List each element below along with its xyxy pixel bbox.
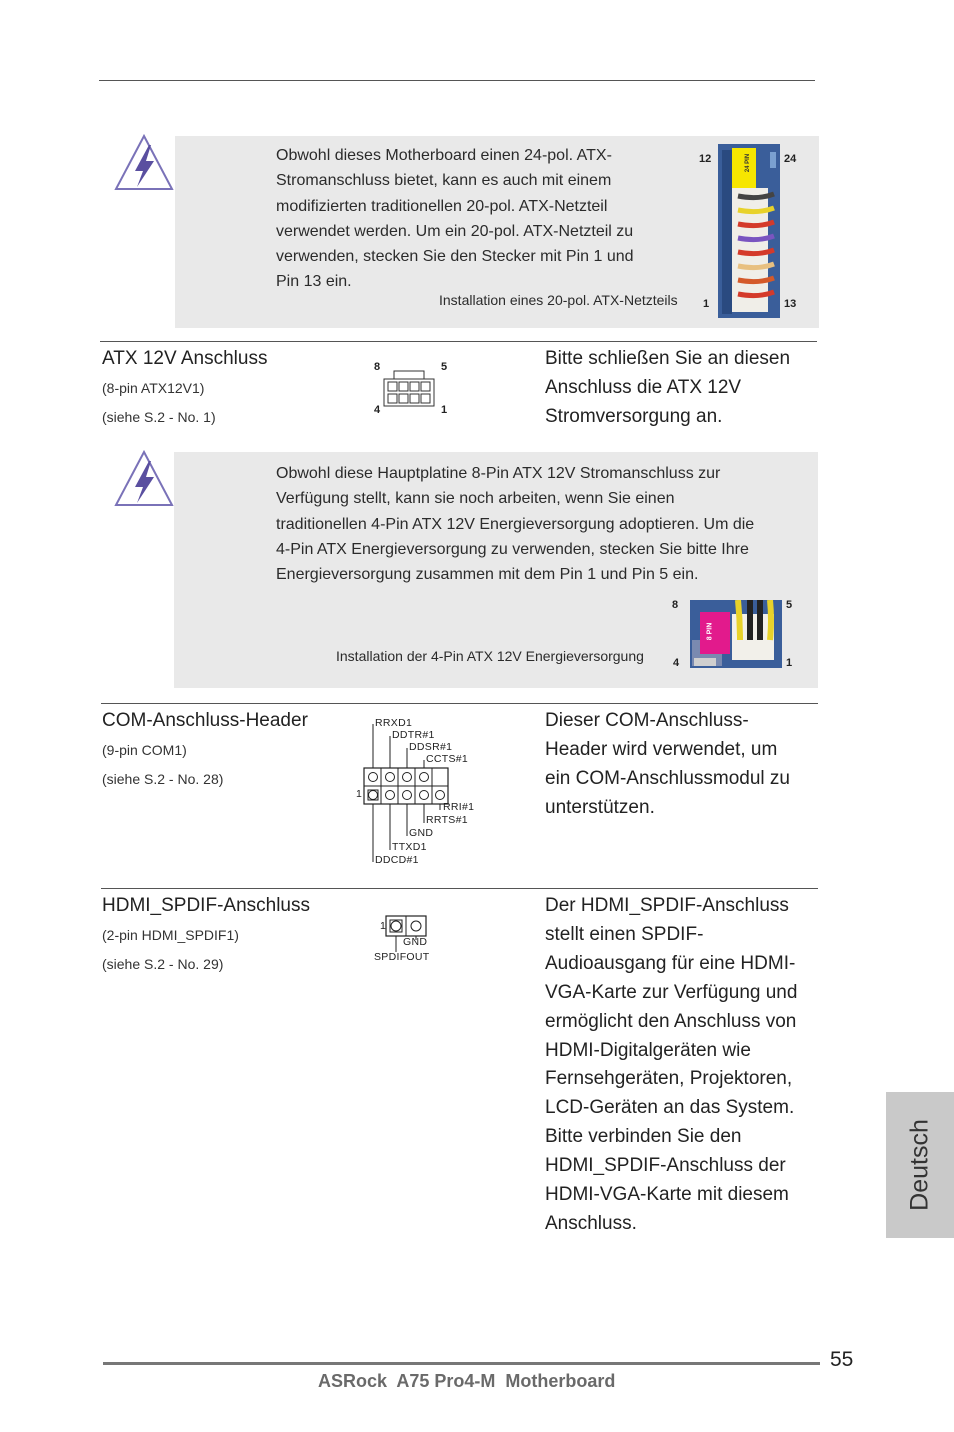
spdif-label-gnd: GND [403, 936, 428, 948]
com-label-rrts: RRTS#1 [426, 814, 468, 826]
photo1-pin-13: 13 [784, 298, 797, 310]
page-number: 55 [830, 1348, 854, 1371]
photo2-pin-1: 1 [786, 657, 793, 669]
side-tab-label: Deutsch [905, 1119, 934, 1211]
hdmi-spdif-description: Der HDMI_SPDIF-Anschluss stellt einen SPDIF- Audioausgang für eine HDMI- VGA-Karte zur Verfügung und ermöglicht den Anschluss von HDMI-Digitalgeräten wie Fernsehgeräten, Projektoren, LCD-Geräten an das System. Bitte verbinden Sie den HDMI_SPDIF-Anschluss der HDMI-VGA-Karte mit diesem Anschluss. [545, 895, 798, 1234]
atx-8pin-photo [690, 600, 782, 668]
note-caption-1: Installation eines 20-pol. ATX-Netzteils [439, 292, 678, 308]
footer-title: ASRock A75 Pro4-M Motherboard [318, 1371, 616, 1391]
hdmi-spdif-header-diagram [372, 914, 436, 966]
atx12v-title: ATX 12V Anschluss [102, 348, 268, 369]
photo1-pin-12: 12 [699, 153, 712, 165]
com-label-rrxd: RRXD1 [375, 717, 413, 729]
photo2-pin-5: 5 [786, 599, 793, 611]
note-caption-2: Installation der 4-Pin ATX 12V Energieversorgung [336, 648, 644, 664]
warning-triangle-icon [113, 133, 175, 193]
warning-triangle-icon [113, 449, 175, 509]
language-side-tab [886, 1092, 954, 1238]
atx12v-pin-8: 8 [374, 361, 381, 373]
section-rule-hdmi-spdif [101, 888, 818, 889]
note-text-2: Obwohl diese Hauptplatine 8-Pin ATX 12V Stromanschluss zur Verfügung stellt, kann sie noch arbeiten, wenn Sie einen traditionellen 4-Pin ATX 12V Energieversorgung adoptieren. Um die 4-Pin ATX Energieversorgung zu verwenden, stecken Sie bitte Ihre Energieversorgung zusammen mit dem Pin 1 und Pin 5 ein. [276, 465, 755, 584]
com-reference: (siehe S.2 - No. 28) [102, 771, 224, 787]
hdmi-spdif-reference: (siehe S.2 - No. 29) [102, 956, 224, 972]
com-label-ddsr: DDSR#1 [409, 741, 453, 753]
atx12v-description: Bitte schließen Sie an diesen Anschluss die ATX 12V Stromversorgung an. [545, 348, 791, 427]
com-label-ddcd: DDCD#1 [375, 854, 419, 866]
atx12v-pin-4: 4 [374, 404, 381, 416]
photo2-label: 8 PIN [706, 622, 714, 641]
com-header-diagram [356, 716, 476, 868]
section-rule-com [101, 703, 818, 704]
com-subtitle: (9-pin COM1) [102, 742, 187, 758]
spdif-label-spdifout: SPDIFOUT [374, 951, 430, 963]
header-rule [99, 80, 815, 81]
com-label-ccts: CCTS#1 [426, 753, 469, 765]
photo1-pin-1: 1 [703, 298, 710, 310]
atx-20pin-photo [718, 144, 780, 318]
atx12v-pin-5: 5 [441, 361, 448, 373]
com-label-ttxd: TTXD1 [392, 841, 427, 853]
com-title: COM-Anschluss-Header [102, 710, 308, 731]
photo1-label: 24 PIN [745, 153, 752, 173]
spdif-label-pin1: 1 [380, 920, 387, 932]
com-label-gnd: GND [409, 827, 434, 839]
photo2-pin-4: 4 [673, 657, 680, 669]
note-text-1: Obwohl dieses Motherboard einen 24-pol. ATX- Stromanschluss bietet, kann es auch mit einem modifizierten traditionellen 20-pol. ATX-Netzteil verwendet werden. Um ein 20-pol. ATX-Netzteil zu verwenden, stecken Sie den Stecker mit Pin 1 und Pin 13 ein. [276, 147, 634, 291]
com-label-rri: RRI#1 [443, 801, 475, 813]
hdmi-spdif-subtitle: (2-pin HDMI_SPDIF1) [102, 927, 239, 943]
com-label-ddtr: DDTR#1 [392, 729, 435, 741]
com-description: Dieser COM-Anschluss- Header wird verwendet, um ein COM-Anschlussmodul zu unterstützen. [545, 710, 790, 818]
section-rule-atx12v [100, 341, 817, 342]
photo2-pin-8: 8 [672, 599, 679, 611]
atx12v-pin-1: 1 [441, 404, 448, 416]
footer-rule [103, 1362, 820, 1365]
com-label-pin1: 1 [356, 788, 363, 800]
atx12v-reference: (siehe S.2 - No. 1) [102, 409, 216, 425]
hdmi-spdif-title: HDMI_SPDIF-Anschluss [102, 895, 310, 916]
atx12v-subtitle: (8-pin ATX12V1) [102, 380, 205, 396]
photo1-pin-24: 24 [784, 153, 797, 165]
atx12v-connector-diagram [382, 370, 436, 408]
